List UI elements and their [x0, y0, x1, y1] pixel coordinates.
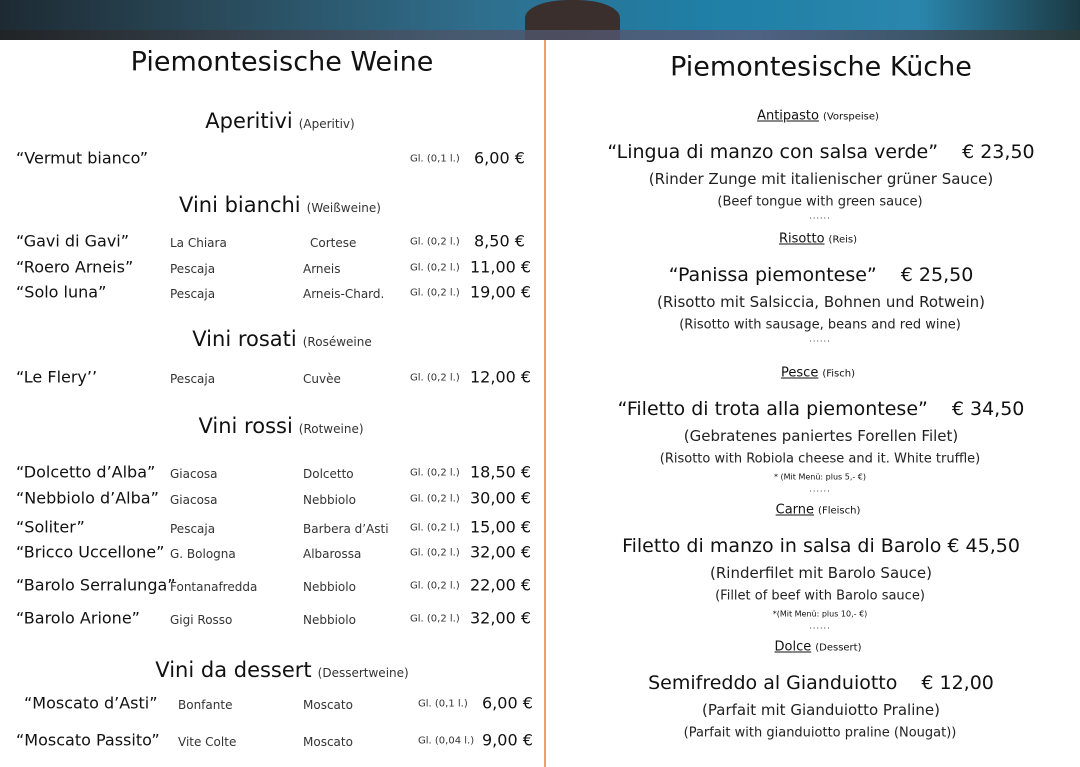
dish-price: € 25,50 [900, 264, 974, 286]
dish-german: (Gebratenes paniertes Forellen Filet) [683, 427, 959, 445]
wine-name: “Solo luna” [16, 282, 107, 302]
dish-english: (Risotto with sausage, beans and red wine) [679, 317, 961, 333]
wine-glass-size: Gl. (0,1 l.) [410, 153, 460, 165]
wine-glass-size: Gl. (0,2 l.) [410, 613, 460, 625]
section-name: Vini rossi [198, 414, 293, 438]
wine-name: “Le Flery’’ [16, 367, 98, 387]
dish-price: € 34,50 [951, 398, 1025, 420]
wine-producer: Giacosa [170, 467, 218, 481]
wine-price: 30,00 € [470, 488, 532, 508]
column-divider [544, 40, 546, 767]
wine-price: 8,50 € [474, 231, 525, 251]
category-name: Antipasto [757, 108, 819, 124]
wine-name: “Roero Arneis” [16, 257, 134, 277]
wine-glass-size: Gl. (0,1 l.) [418, 698, 468, 710]
section-heading [198, 414, 363, 438]
wine-grape: Moscato [303, 698, 353, 712]
city-skyline [0, 30, 1080, 40]
wine-name: “Bricco Uccellone” [16, 542, 165, 562]
dish-german: (Risotto mit Salsiccia, Bohnen und Rotwein) [657, 293, 985, 311]
section-heading [192, 327, 371, 351]
wine-name: “Soliter” [16, 517, 85, 537]
dish-name: “Lingua di manzo con salsa verde” [607, 141, 939, 163]
category-translation: (Fleisch) [818, 505, 861, 517]
dish-price: € 23,50 [962, 141, 1035, 163]
dish-german: (Parfait mit Gianduiotto Praline) [702, 701, 940, 719]
wine-glass-size: Gl. (0,2 l.) [410, 547, 460, 559]
dish-line [607, 141, 1034, 163]
wine-name: “Nebbiolo d’Alba” [16, 488, 159, 508]
section-name: Aperitivi [205, 109, 293, 133]
wine-producer: G. Bologna [170, 547, 236, 561]
course-category [779, 232, 857, 247]
wine-name: “Moscato Passito” [16, 730, 160, 750]
category-translation: (Fisch) [822, 368, 855, 380]
wine-title: Piemontesische Weine [130, 46, 434, 78]
wine-producer: Pescaja [170, 262, 216, 276]
wine-producer: Vite Colte [178, 735, 237, 749]
section-translation: (Roséweine [302, 335, 372, 349]
section-heading [179, 193, 381, 217]
section-name: Vini rosati [192, 327, 297, 351]
wine-glass-size: Gl. (0,04 l.) [418, 735, 475, 747]
category-translation: (Vorspeise) [822, 111, 879, 123]
wine-grape: Arneis [303, 262, 341, 276]
kitchen-title: Piemontesische Küche [670, 51, 972, 83]
dish-name: “Filetto di trota alla piemontese” [617, 398, 928, 420]
section-name: Vini da dessert [155, 658, 312, 682]
wine-glass-size: Gl. (0,2 l.) [410, 467, 460, 479]
wine-grape: Cuvèe [303, 372, 341, 386]
dish-line [648, 672, 994, 694]
section-translation: (Rotweine) [298, 422, 364, 436]
wine-grape: Barbera d’Asti [303, 522, 389, 536]
separator-dots: ...... [809, 484, 831, 494]
menu-surcharge-note: *(Mit Menü: plus 10,- €) [772, 609, 868, 619]
wine-glass-size: Gl. (0,2 l.) [410, 522, 460, 534]
wine-glass-size: Gl. (0,2 l.) [410, 493, 460, 505]
wine-producer: Pescaja [170, 287, 216, 301]
category-name: Risotto [779, 231, 825, 247]
wine-grape: Moscato [303, 735, 353, 749]
category-translation: (Reis) [828, 234, 857, 246]
wine-grape: Cortese [310, 236, 357, 250]
separator-dots: ...... [809, 621, 831, 631]
dish-english: (Risotto with Robiola cheese and it. White truffle) [659, 451, 981, 467]
wine-grape: Nebbiolo [303, 613, 356, 627]
wine-name: “Barolo Arione” [16, 608, 140, 628]
dish-name: Filetto di manzo in salsa di Barolo [622, 535, 942, 557]
dish-name: Semifreddo al Gianduiotto [648, 672, 898, 694]
dish-line [618, 398, 1025, 420]
wine-glass-size: Gl. (0,2 l.) [410, 236, 460, 248]
wine-price: 32,00 € [470, 608, 532, 628]
category-name: Pesce [781, 365, 819, 381]
dish-german: (Rinder Zunge mit italienischer grüner Sauce) [648, 170, 994, 188]
section-translation: (Aperitiv) [298, 117, 355, 131]
dish-english: (Beef tongue with green sauce) [717, 194, 923, 210]
wine-price: 9,00 € [482, 730, 533, 750]
section-translation: (Dessertweine) [317, 666, 409, 680]
category-name: Dolce [774, 639, 812, 655]
wine-glass-size: Gl. (0,2 l.) [410, 287, 460, 299]
wine-price: 11,00 € [470, 257, 532, 277]
wine-producer: Gigi Rosso [170, 613, 233, 627]
dish-price: € 12,00 [921, 672, 994, 694]
wine-name: “Vermut bianco” [16, 148, 149, 168]
wine-price: 15,00 € [470, 517, 532, 537]
wine-grape: Arneis-Chard. [303, 287, 385, 301]
wine-producer: Fontanafredda [170, 580, 258, 594]
wine-price: 19,00 € [470, 282, 532, 302]
wine-name: “Moscato d’Asti” [24, 693, 158, 713]
wine-price: 18,50 € [470, 462, 532, 482]
course-category [775, 640, 862, 655]
wine-glass-size: Gl. (0,2 l.) [410, 580, 460, 592]
dish-english: (Fillet of beef with Barolo sauce) [715, 588, 925, 604]
separator-dots: ...... [809, 211, 831, 221]
dish-name: “Panissa piemontese” [668, 264, 877, 286]
dish-line [669, 264, 974, 286]
section-heading [155, 658, 408, 682]
category-name: Carne [775, 502, 815, 518]
section-name: Vini bianchi [179, 193, 301, 217]
wine-grape: Nebbiolo [303, 580, 356, 594]
course-category [781, 366, 855, 381]
header-photo-banner [0, 0, 1080, 40]
wine-producer: La Chiara [170, 236, 227, 250]
dish-price: € 45,50 [947, 535, 1020, 557]
dish-line [622, 535, 1020, 557]
separator-dots: ...... [809, 334, 831, 344]
wine-price: 6,00 € [482, 693, 533, 713]
wine-price: 12,00 € [470, 367, 532, 387]
wine-grape: Nebbiolo [303, 493, 356, 507]
wine-name: “Gavi di Gavi” [16, 231, 130, 251]
wine-name: “Dolcetto d’Alba” [16, 462, 156, 482]
wine-price: 32,00 € [470, 542, 532, 562]
section-translation: (Weißweine) [306, 201, 381, 215]
dish-english: (Parfait with gianduiotto praline (Nougat)) [683, 725, 957, 741]
wine-glass-size: Gl. (0,2 l.) [410, 372, 460, 384]
category-translation: (Dessert) [815, 642, 862, 654]
dish-german: (Rinderfilet mit Barolo Sauce) [710, 564, 932, 582]
wine-producer: Giacosa [170, 493, 218, 507]
wine-price: 22,00 € [470, 575, 532, 595]
wine-price: 6,00 € [474, 148, 525, 168]
wine-producer: Bonfante [178, 698, 233, 712]
wine-producer: Pescaja [170, 522, 216, 536]
course-category [757, 109, 879, 124]
wine-grape: Dolcetto [303, 467, 354, 481]
section-heading [205, 109, 354, 133]
wine-name: “Barolo Serralunga” [16, 575, 176, 595]
menu-surcharge-note: * (Mit Menü: plus 5,- €) [773, 472, 867, 482]
wine-producer: Pescaja [170, 372, 216, 386]
course-category [776, 503, 861, 518]
wine-glass-size: Gl. (0,2 l.) [410, 262, 460, 274]
wine-grape: Albarossa [303, 547, 362, 561]
